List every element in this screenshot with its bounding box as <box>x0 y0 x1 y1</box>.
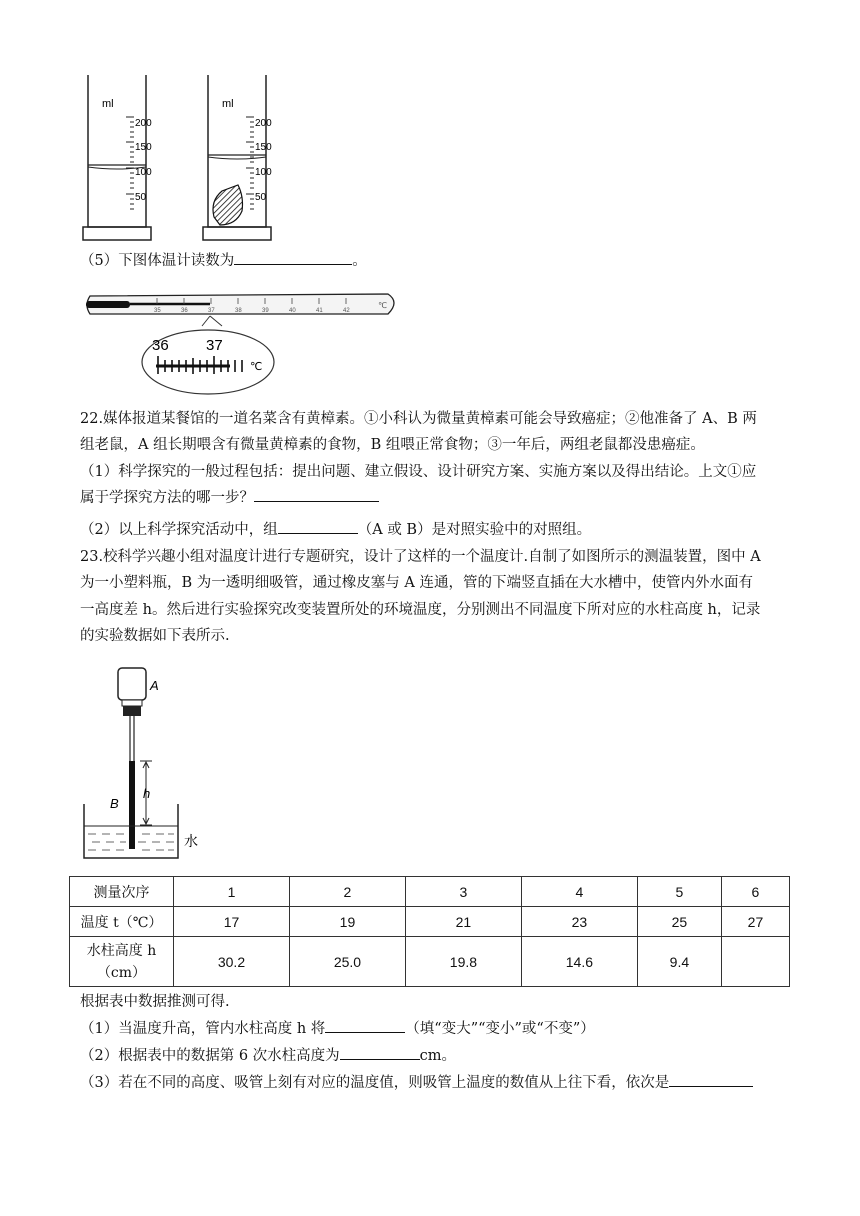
tick-100: 100 <box>135 167 152 178</box>
q23-line3: 一高度差 h。然后进行实验探究改变装置所处的环境温度，分别测出不同温度下所对应的水柱高度 h，记录 <box>80 602 761 618</box>
q23-s1-line: （1）当温度升高，管内水柱高度 h 将 （填“变大”“变小”或“不变”） <box>80 1016 795 1042</box>
tick-50: 50 <box>135 192 147 203</box>
table-cell: 14.6 <box>521 937 637 987</box>
rubber-stopper <box>123 706 141 716</box>
table-cell: 9.4 <box>637 937 721 987</box>
table-cell: 25.0 <box>289 937 405 987</box>
q23-line2: 为一小塑料瓶，B 为一透明细吸管，通过橡皮塞与 A 连通，管的下端竖直插在大水槽中，使管内外水面有 <box>80 575 753 591</box>
cylinder-unit-label: ml <box>102 98 114 110</box>
tube-b-water-column <box>129 761 135 849</box>
table-cell: 17 <box>174 907 290 937</box>
table-cell: 23 <box>521 907 637 937</box>
q23-line1: 23.校科学兴趣小组对温度计进行专题研究，设计了这样的一个温度计.自制了如图所示的测温装置，图中 A <box>80 549 761 565</box>
table-cell: 6 <box>721 877 789 907</box>
table-cell: 1 <box>174 877 290 907</box>
cylinder-unit-label: ml <box>222 98 234 110</box>
table-cell: 5 <box>637 877 721 907</box>
q23-s3-answer-blank[interactable] <box>669 1070 753 1087</box>
zoom-label-36: 36 <box>152 337 169 354</box>
q22-s2-line: （2）以上科学探究活动中，组 （A 或 B）是对照实验中的对照组。 <box>80 517 795 543</box>
q22-s1-line2: 属于学探究方法的哪一步？ <box>80 485 795 511</box>
q23-s2-answer-blank[interactable] <box>340 1043 420 1060</box>
scale-label: 39 <box>262 308 269 314</box>
table-cell: 4 <box>521 877 637 907</box>
q22-stem-line1: 22.媒体报道某餐馆的一道名菜含有黄樟素。①小科认为微量黄樟素可能会导致癌症；②他准备了 A、B 两 <box>80 411 757 427</box>
q22-s1-line1: （1）科学探究的一般过程包括：提出问题、建立假设、设计研究方案、实施方案以及得出结论。上文①应 <box>80 464 757 480</box>
tick-150: 150 <box>255 142 272 153</box>
bottle-a <box>118 668 146 700</box>
tick-200: 200 <box>135 118 152 129</box>
q22-s1-answer-blank[interactable] <box>254 485 379 502</box>
thermometer-apparatus-figure <box>80 664 210 864</box>
scale-label: 38 <box>235 308 242 314</box>
q23-s1-answer-blank[interactable] <box>325 1016 405 1033</box>
q23-after: 根据表中数据推测可得. <box>80 994 230 1010</box>
q23-line4: 的实验数据如下表所示. <box>80 628 230 644</box>
cylinder-right <box>203 75 272 240</box>
table-row-height <box>70 937 790 987</box>
table-row-temp <box>70 907 790 937</box>
table-cell: 30.2 <box>174 937 290 987</box>
label-b: B <box>110 796 119 811</box>
row-header-temp: 温度 t（℃） <box>70 907 174 937</box>
thermometer-unit: ℃ <box>378 301 387 310</box>
table-cell: 21 <box>405 907 521 937</box>
label-h: h <box>143 786 151 801</box>
q22-s2-answer-blank[interactable] <box>278 517 358 534</box>
scale-label: 35 <box>154 308 161 314</box>
clinical-thermometer-figure <box>82 282 404 397</box>
tick-200: 200 <box>255 118 272 129</box>
scale-label: 36 <box>181 308 188 314</box>
zoom-label-37: 37 <box>206 337 223 354</box>
table-cell: 19 <box>289 907 405 937</box>
q5-answer-blank[interactable] <box>234 248 352 265</box>
label-a: A <box>150 678 159 693</box>
table-cell: 27 <box>721 907 789 937</box>
table-row-order <box>70 877 790 907</box>
scale-label: 41 <box>316 308 323 314</box>
tick-50: 50 <box>255 192 267 203</box>
scale-label: 37 <box>208 308 215 314</box>
scale-label: 40 <box>289 308 296 314</box>
q23-data-table <box>69 876 790 987</box>
q5-line: （5）下图体温计读数为 。 <box>80 248 795 274</box>
zoom-unit: ℃ <box>250 361 263 373</box>
table-cell: 2 <box>289 877 405 907</box>
row-header-order: 测量次序 <box>70 877 174 907</box>
stone-object <box>213 185 243 225</box>
table-cell: 25 <box>637 907 721 937</box>
thermometer-bulb <box>86 301 130 308</box>
tick-100: 100 <box>255 167 272 178</box>
table-cell-empty[interactable] <box>721 937 789 987</box>
q23-s3-line: （3）若在不同的高度、吸管上刻有对应的温度值，则吸管上温度的数值从上往下看，依次是 <box>80 1070 795 1096</box>
q22-stem-line2: 组老鼠，A 组长期喂含有微量黄樟素的食物，B 组喂正常食物；③一年后，两组老鼠都没患癌症。 <box>80 437 705 453</box>
q23-s2-line: （2）根据表中的数据第 6 次水柱高度为 cm。 <box>80 1043 795 1069</box>
table-cell: 19.8 <box>405 937 521 987</box>
row-header-height: 水柱高度 h （cm） <box>70 937 174 987</box>
graduated-cylinders-figure <box>80 75 280 245</box>
table-cell: 3 <box>405 877 521 907</box>
label-water: 水 <box>184 834 198 850</box>
tick-150: 150 <box>135 142 152 153</box>
cylinder-left <box>83 75 152 240</box>
scale-label: 42 <box>343 308 350 314</box>
